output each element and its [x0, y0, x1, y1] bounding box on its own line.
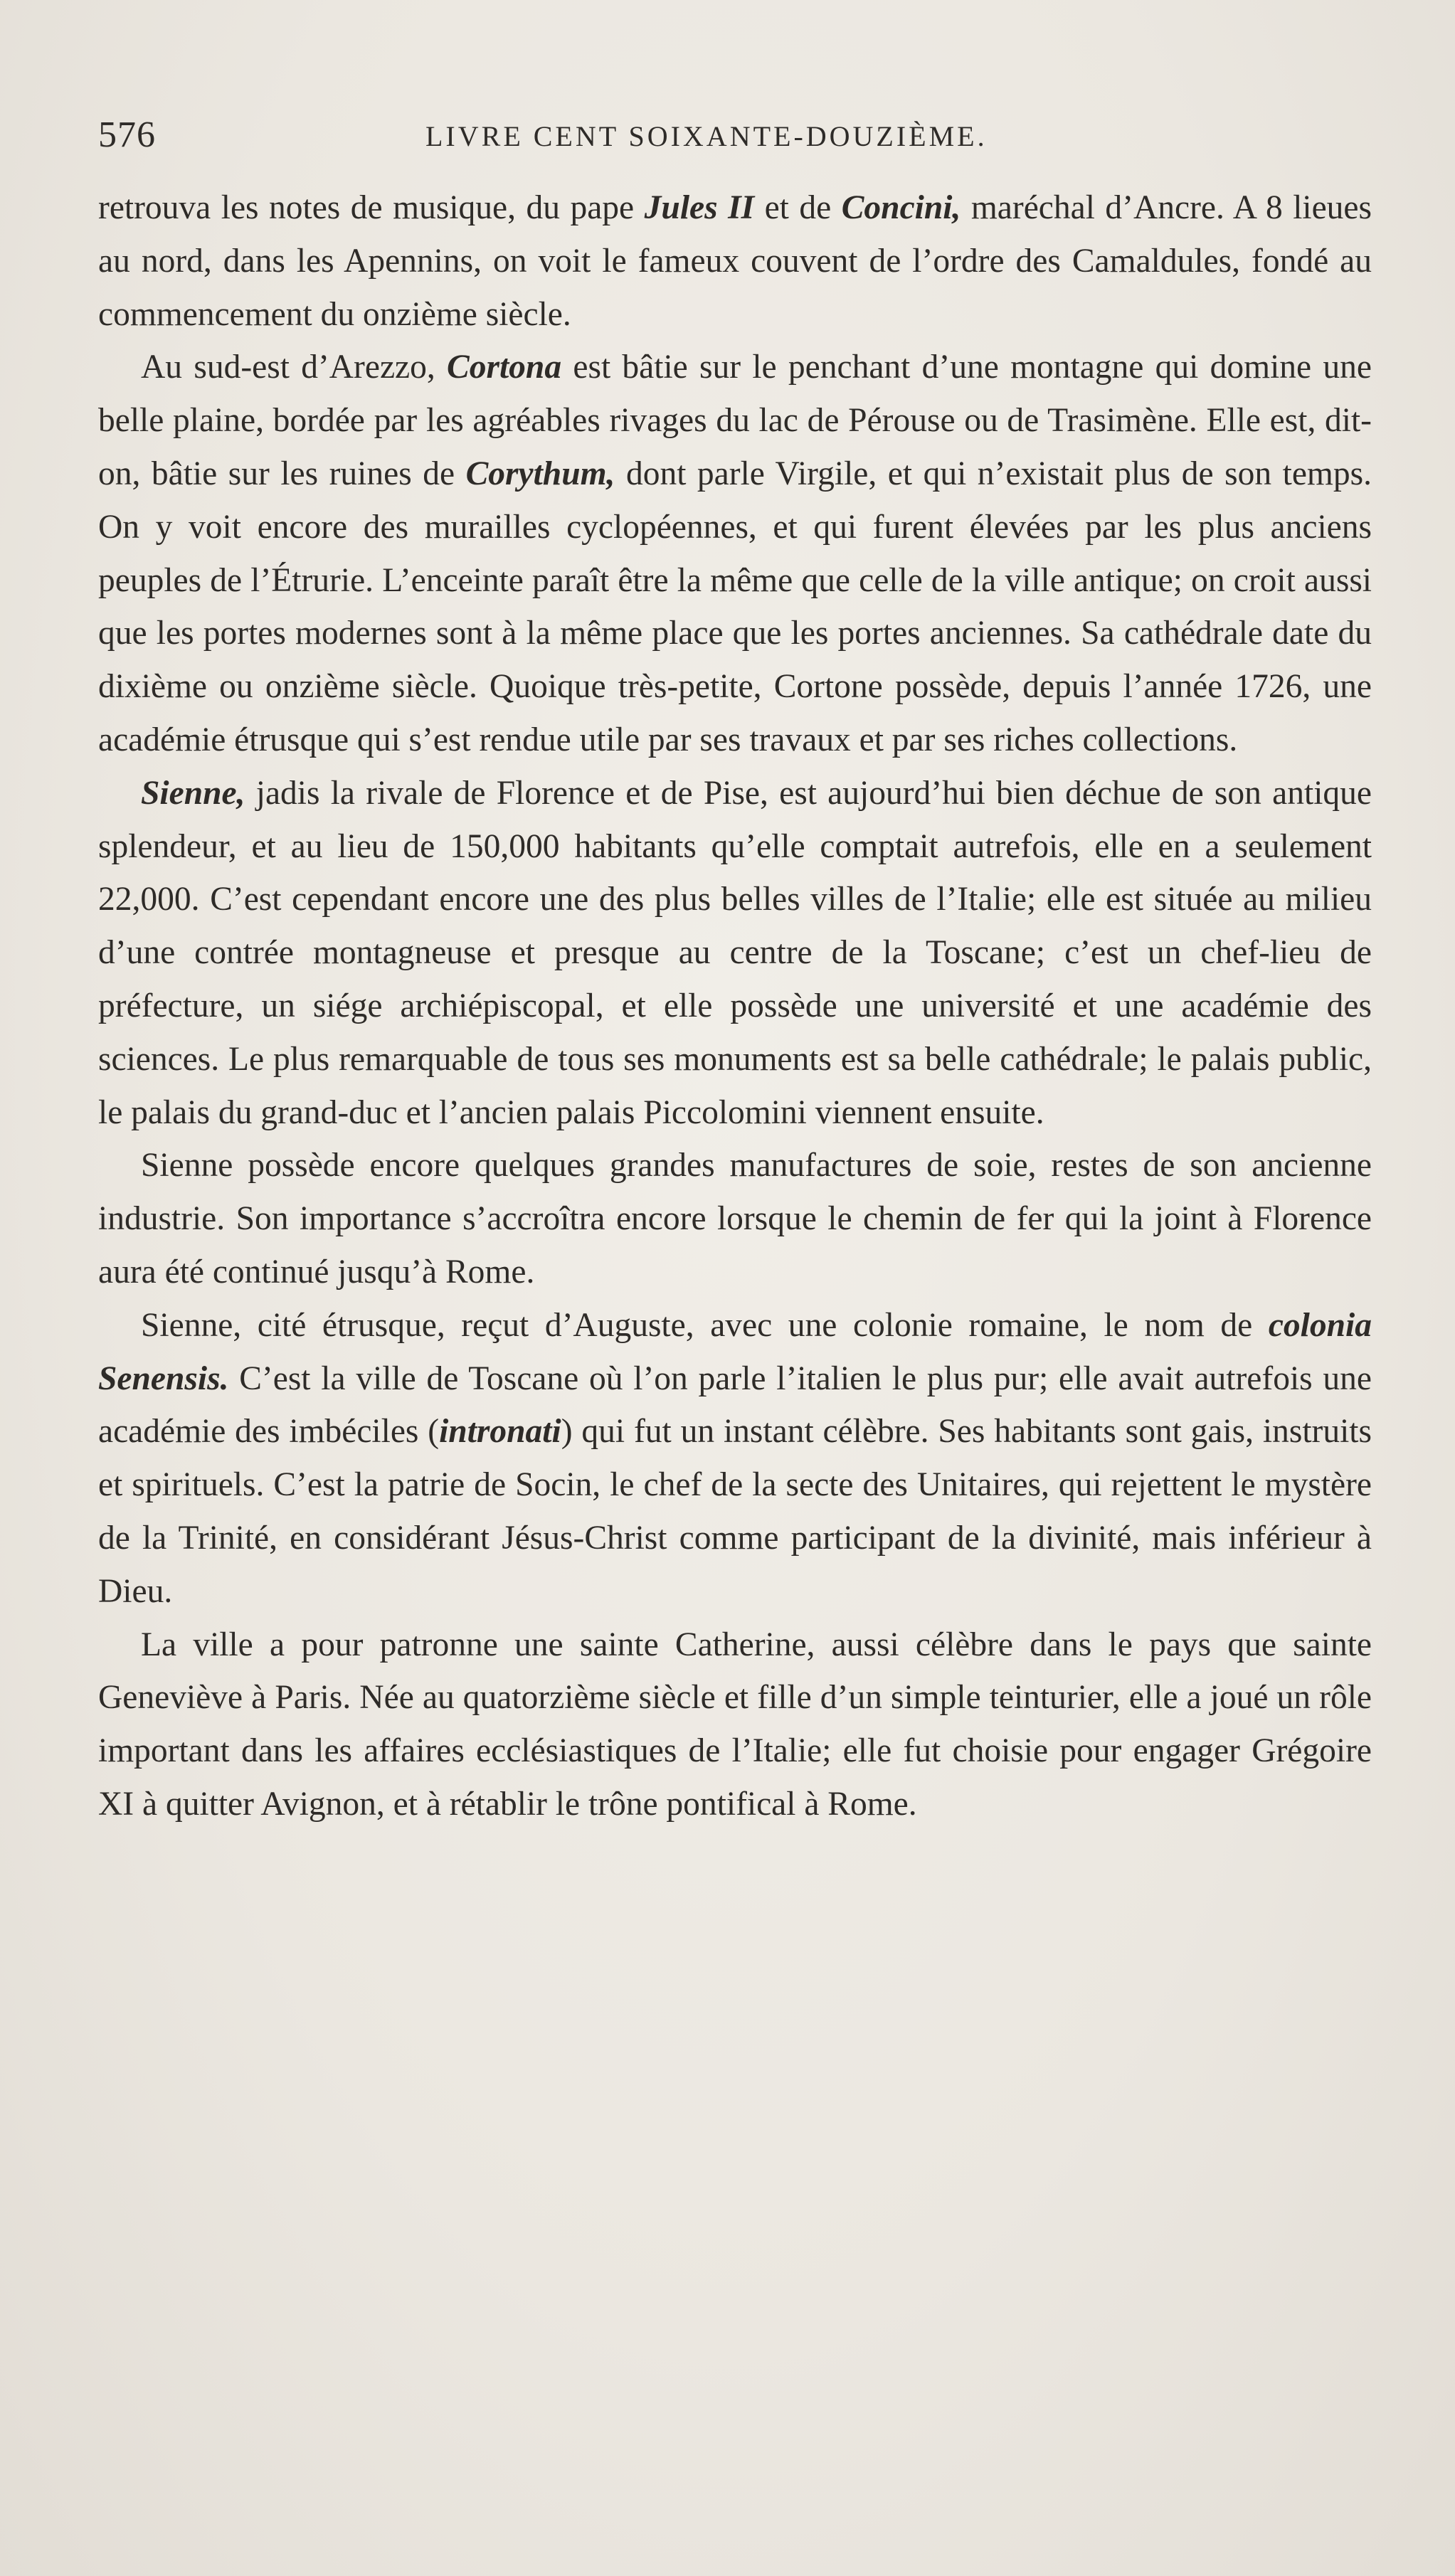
running-title: LIVRE CENT SOIXANTE-DOUZIÈME. [425, 120, 988, 152]
page-number: 576 [98, 115, 156, 155]
paragraph-4: Sienne possède encore quelques grandes manufactures de soie, restes de son ancienne industrie. Son importance s’accroîtra encore lorsque le chemin de fer qui la joint à Florence aura été continué jusqu’à Rome. [98, 1147, 1372, 1290]
body-text [98, 181, 1372, 1831]
paragraph-3: Sienne, jadis la rivale de Florence et de Pise, est aujourd’hui bien déchue de son antique splendeur, et au lieu de 150,000 habitants qu’elle comptait autrefois, elle en a seulement 22,000. C’est cependant encore une des plus belles villes de l’Italie; elle est située au milieu d’une contrée montagneuse et presque au centre de la Toscane; c’est un chef-lieu de préfecture, un siége archiépiscopal, et elle possède une université et une académie des sciences. Le plus remarquable de tous ses monuments est sa belle cathédrale; le palais public, le palais du grand-duc et l’ancien palais Piccolomini viennent ensuite. [98, 774, 1372, 1131]
paragraph-1: retrouva les notes de musique, du pape Jules II et de Concini, maréchal d’Ancre. A 8 lieues au nord, dans les Apennins, on voit le fameux couvent de l’ordre des Camaldules, fondé au commencement du onzième siècle. [98, 189, 1372, 333]
paragraph-2: Au sud-est d’Arezzo, Cortona est bâtie sur le penchant d’une montagne qui domine une belle plaine, bordée par les agréables rivages du lac de Pérouse ou de Trasimène. Elle est, dit-on, bâtie sur les ruines de Corythum, dont parle Virgile, et qui n’existait plus de son temps. On y voit encore des murailles cyclopéennes, et qui furent élevées par les plus anciens peuples de l’Étrurie. L’enceinte paraît être la même que celle de la ville antique; on croit aussi que les portes modernes sont à la même place que les portes anciennes. Sa cathédrale date du dixième ou onzième siècle. Quoique très-petite, Cortone possède, depuis l’année 1726, une académie étrusque qui s’est rendue utile par ses travaux et par ses riches collections. [98, 349, 1372, 758]
paragraph-5: Sienne, cité étrusque, reçut d’Auguste, avec une colonie romaine, le nom de colonia Senensis. C’est la ville de Toscane où l’on parle l’italien le plus pur; elle avait autrefois une académie des imbéciles (intronati) qui fut un instant célèbre. Ses habitants sont gais, instruits et spirituels. C’est la patrie de Socin, le chef de la secte des Unitaires, qui rejettent le mystère de la Trinité, en considérant Jésus-Christ comme participant de la divinité, mais inférieur à Dieu. [98, 1306, 1372, 1610]
paragraph-6: La ville a pour patronne une sainte Catherine, aussi célèbre dans le pays que sainte Geneviève à Paris. Née au quatorzième siècle et fille d’un simple teinturier, elle a joué un rôle important dans les affaires ecclésiastiques de l’Italie; elle fut choisie pour engager Grégoire XI à quitter Avignon, et à rétablir le trône pontifical à Rome. [98, 1626, 1372, 1823]
running-head [98, 114, 1372, 164]
